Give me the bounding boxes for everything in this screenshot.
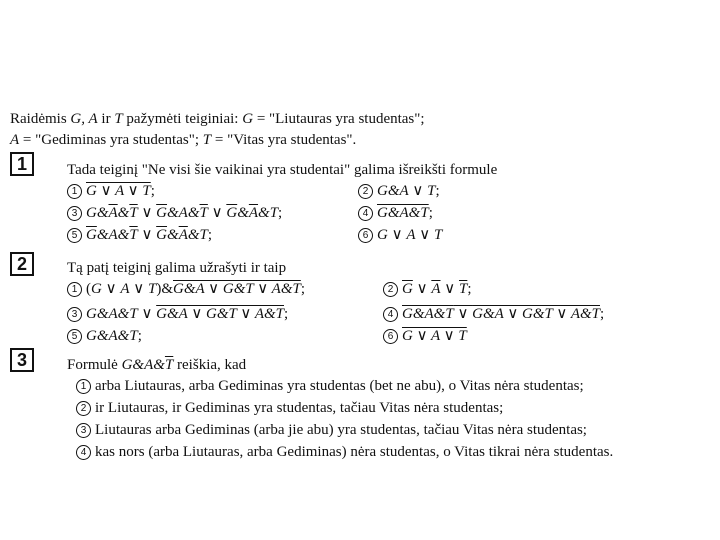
option-number: 4 <box>358 206 373 221</box>
q1-option-4[interactable]: 4 G&A&T; <box>358 204 433 222</box>
option-number: 1 <box>76 379 91 394</box>
option-number: 5 <box>67 228 82 243</box>
answer-text: arba Liutauras, arba Gediminas yra studentas (bet ne abu), o Vitas nėra studentas; <box>95 378 584 394</box>
q3-answer-4[interactable] <box>76 443 613 461</box>
q2-option-4[interactable]: 4 G&A&T ∨ G&A ∨ G&T ∨ A&T; <box>383 305 604 323</box>
option-number: 6 <box>358 228 373 243</box>
option-number: 1 <box>67 184 82 199</box>
intro-text: = "Liutauras yra studentas"; <box>253 111 425 127</box>
option-number: 4 <box>383 307 398 322</box>
answer-text: Liutauras arba Gediminas (arba jie abu) yra studentas, tačiau Vitas nėra studentas; <box>95 422 587 438</box>
q2-option-6[interactable]: 6 G ∨ A ∨ T <box>383 327 467 345</box>
q1-option-5[interactable]: 5 $\overline{G}\&A\&\overline{T}$ ∨ $\overline{G}\&\overline{A}\&T$; <box>67 226 212 244</box>
q1-option-1[interactable]: 1 G ∨ A ∨ T; <box>67 182 155 200</box>
question-2-number-box: 2 <box>10 252 34 276</box>
intro-text: = "Vitas yra studentas". <box>211 132 357 148</box>
intro-variable: T <box>202 132 212 148</box>
option-number: 1 <box>67 282 82 297</box>
option-number: 2 <box>358 184 373 199</box>
answer-text: ir Liutauras, ir Gediminas yra studentas, tačiau Vitas nėra studentas; <box>95 400 504 416</box>
option-number: 3 <box>67 206 82 221</box>
question-1-number-box: 1 <box>10 152 34 176</box>
q2-option-2[interactable]: 2 $\overline{G}$ ∨ $\overline{A}$ ∨ $\overline{T}$; <box>383 280 472 298</box>
option-number: 4 <box>76 445 91 460</box>
option-number: 5 <box>67 329 82 344</box>
intro-variable: G <box>242 111 254 127</box>
intro-text: pažymėti teiginiai: <box>122 111 243 127</box>
q1-option-6[interactable]: 6 G ∨ A ∨ T <box>358 226 442 244</box>
q2-option-5[interactable]: 5 G&A&T; <box>67 327 142 345</box>
intro-line-1 <box>10 110 425 128</box>
option-number: 2 <box>383 282 398 297</box>
option-number: 6 <box>383 329 398 344</box>
intro-variable: T <box>114 111 123 127</box>
q3-answer-3[interactable] <box>76 421 587 439</box>
question-2-prompt: Tą patį teiginį galima užrašyti ir taip <box>67 260 287 276</box>
intro-text: = "Gediminas yra studentas"; <box>19 132 203 148</box>
q1-option-2[interactable]: 2 G&A ∨ T; <box>358 182 440 200</box>
answer-text: kas nors (arba Liutauras, arba Gediminas) nėra studentas, o Vitas tikrai nėra studentas. <box>95 444 614 460</box>
option-number: 2 <box>76 401 91 416</box>
q3-answer-2[interactable] <box>76 399 503 417</box>
intro-variables: G, A <box>70 111 98 127</box>
prompt-text: Formulė <box>67 357 122 373</box>
intro-text: ir <box>97 111 115 127</box>
q2-option-3[interactable]: 3 G&A&T ∨ G&A ∨ G&T ∨ A&T; <box>67 305 288 323</box>
q1-option-3[interactable]: 3 $G\&\overline{A}\&\overline{T}$ ∨ $\overline{G}\&A\&\overline{T}$ ∨ $\overline{G}\&\overline{A}\&T$; <box>67 204 282 222</box>
option-number: 3 <box>76 423 91 438</box>
intro-line-2 <box>10 131 356 149</box>
option-number: 3 <box>67 307 82 322</box>
q3-answer-1[interactable] <box>76 377 584 395</box>
intro-text: Raidėmis <box>10 111 71 127</box>
question-3-number-box: 3 <box>10 348 34 372</box>
prompt-text: reiškia, kad <box>173 357 247 373</box>
question-3-prompt: Formulė $G\&A\&\overline{T}$ reiškia, kad <box>67 357 247 373</box>
question-1-prompt: Tada teiginį "Ne visi šie vaikinai yra studentai" galima išreikšti formule <box>67 162 498 178</box>
intro-variable: A <box>10 132 20 148</box>
q2-option-1[interactable]: 1 (G ∨ A ∨ T)&G&A ∨ G&T ∨ A&T; <box>67 280 305 298</box>
